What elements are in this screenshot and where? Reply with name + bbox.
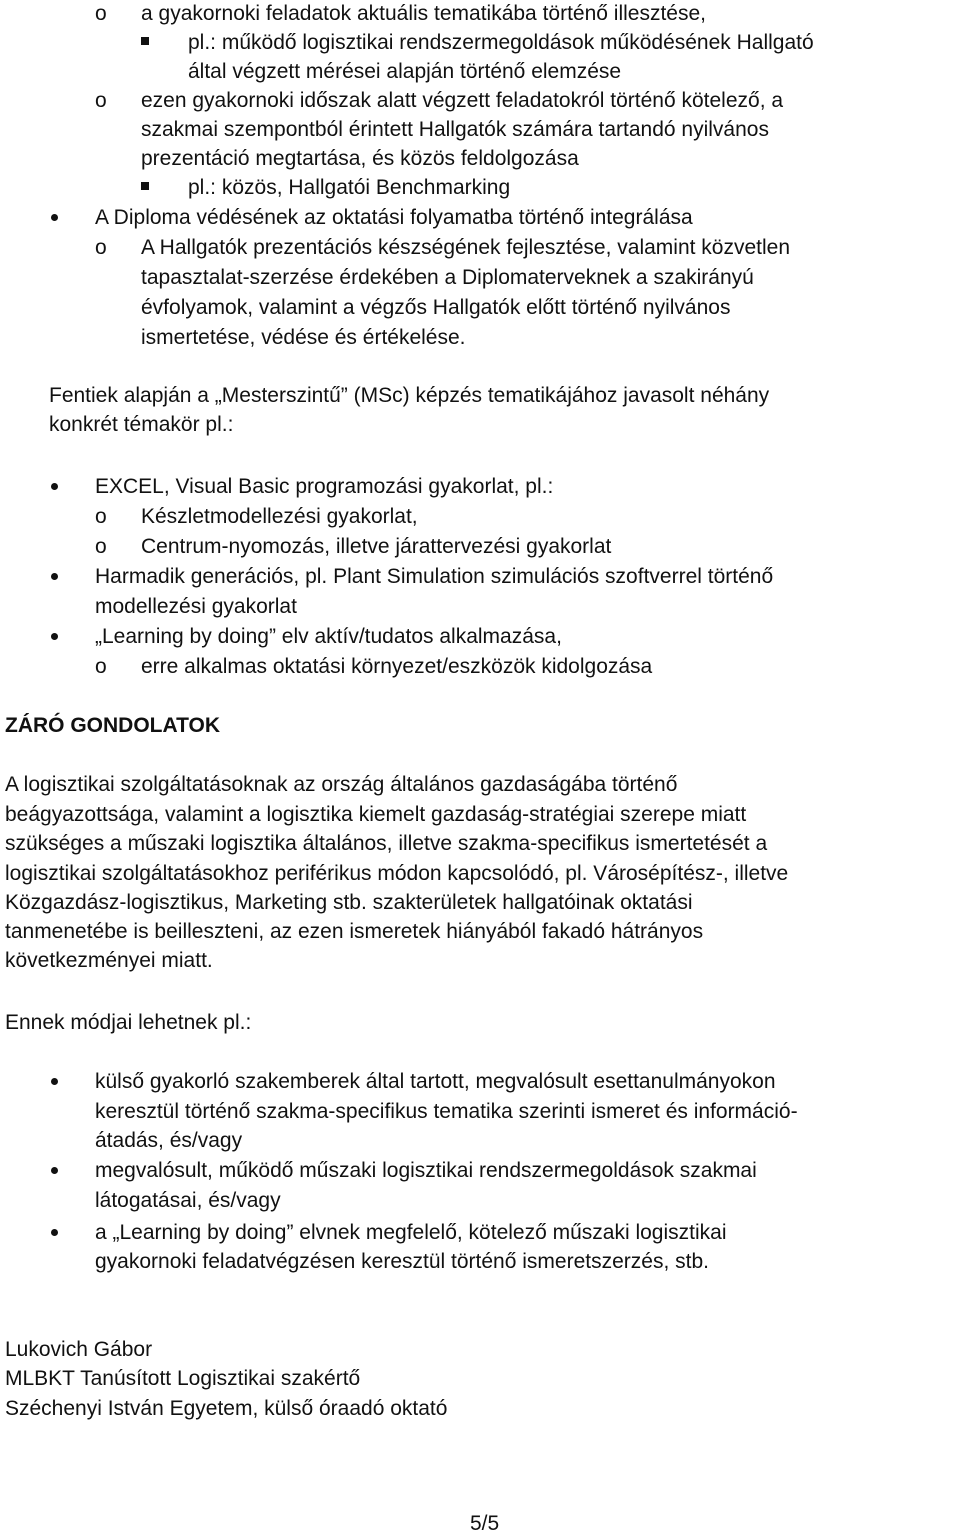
bullet-icon — [51, 573, 58, 580]
bullet-icon — [51, 633, 58, 640]
paragraph-line: Ennek módjai lehetnek pl.: — [5, 1011, 252, 1034]
square-bullet-icon — [141, 182, 149, 190]
paragraph-line: A logisztikai szolgáltatásoknak az ország általános gazdaságába történő — [5, 773, 678, 796]
list-marker-o: o — [95, 505, 107, 528]
list-item: prezentáció megtartása, és közös feldolgozása — [141, 147, 579, 170]
paragraph-line: logisztikai szolgáltatásokhoz periférikus módon kapcsolódó, pl. Városépítész-, illetve — [5, 862, 789, 885]
square-bullet-icon — [141, 37, 149, 45]
author-name: Lukovich Gábor — [5, 1338, 153, 1361]
list-marker-o: o — [95, 535, 107, 558]
paragraph-line: beágyazottsága, valamint a logisztika kiemelt gazdaság-stratégiai szerepe miatt — [5, 803, 747, 826]
list-item: A Hallgatók prezentációs készségének fejlesztése, valamint közvetlen — [141, 236, 791, 259]
list-item: Harmadik generációs, pl. Plant Simulation szimulációs szoftverrel történő — [95, 565, 774, 588]
list-item: pl.: közös, Hallgatói Benchmarking — [188, 176, 511, 199]
list-item: „Learning by doing” elv aktív/tudatos alkalmazása, — [95, 625, 562, 648]
section-heading: ZÁRÓ GONDOLATOK — [5, 714, 221, 737]
list-item: a „Learning by doing” elvnek megfelelő, kötelező műszaki logisztikai — [95, 1221, 727, 1244]
list-item: a gyakornoki feladatok aktuális tematikába történő illesztése, — [141, 2, 706, 25]
bullet-icon — [51, 1229, 58, 1236]
list-item: szakmai szempontból érintett Hallgatók számára tartandó nyilvános — [141, 118, 769, 141]
paragraph-line: következményei miatt. — [5, 949, 213, 972]
list-item: ismertetése, védése és értékelése. — [141, 326, 466, 349]
list-marker-o: o — [95, 89, 107, 112]
list-item: keresztül történő szakma-specifikus tematika szerinti ismeret és információ- — [95, 1100, 798, 1123]
author-title: MLBKT Tanúsított Logisztikai szakértő — [5, 1367, 361, 1390]
paragraph-line: Közgazdász-logisztikus, Marketing stb. szakterületek hallgatóinak oktatási — [5, 891, 693, 914]
list-item: erre alkalmas oktatási környezet/eszközök kidolgozása — [141, 655, 653, 678]
list-item: megvalósult, működő műszaki logisztikai rendszermegoldások szakmai — [95, 1159, 757, 1182]
list-marker-o: o — [95, 2, 107, 25]
list-item: A Diploma védésének az oktatási folyamatba történő integrálása — [95, 206, 693, 229]
list-item: Centrum-nyomozás, illetve járattervezési gyakorlat — [141, 535, 612, 558]
paragraph-line: Fentiek alapján a „Mesterszintű” (MSc) képzés tematikájához javasolt néhány — [49, 384, 770, 407]
list-item: ezen gyakornoki időszak alatt végzett feladatokról történő kötelező, a — [141, 89, 784, 112]
list-item: Készletmodellezési gyakorlat, — [141, 505, 418, 528]
list-item: által végzett mérései alapján történő elemzése — [188, 60, 622, 83]
list-item: átadás, és/vagy — [95, 1129, 243, 1152]
author-affiliation: Széchenyi István Egyetem, külső óraadó oktató — [5, 1397, 448, 1420]
list-item: évfolyamok, valamint a végzős Hallgatók előtt történő nyilvános — [141, 296, 731, 319]
page-number: 5/5 — [470, 1512, 500, 1535]
bullet-icon — [51, 483, 58, 490]
list-item: tapasztalat-szerzése érdekében a Diplomaterveknek a szakirányú — [141, 266, 754, 289]
paragraph-line: konkrét témakör pl.: — [49, 413, 234, 436]
list-item: külső gyakorló szakemberek által tartott, megvalósult esettanulmányokon — [95, 1070, 776, 1093]
bullet-icon — [51, 1167, 58, 1174]
list-item: gyakornoki feladatvégzésen keresztül történő ismeretszerzés, stb. — [95, 1250, 709, 1273]
paragraph-line: tanmenetébe is beilleszteni, az ezen ismeretek hiányából fakadó hátrányos — [5, 920, 704, 943]
list-marker-o: o — [95, 236, 107, 259]
list-marker-o: o — [95, 655, 107, 678]
list-item: modellezési gyakorlat — [95, 595, 297, 618]
list-item: pl.: működő logisztikai rendszermegoldások működésének Hallgató — [188, 31, 814, 54]
bullet-icon — [51, 214, 58, 221]
paragraph-line: szükséges a műszaki logisztika általános, illetve szakma-specifikus ismertetését a — [5, 832, 768, 855]
list-item: látogatásai, és/vagy — [95, 1189, 281, 1212]
list-item: EXCEL, Visual Basic programozási gyakorlat, pl.: — [95, 475, 554, 498]
bullet-icon — [51, 1078, 58, 1085]
